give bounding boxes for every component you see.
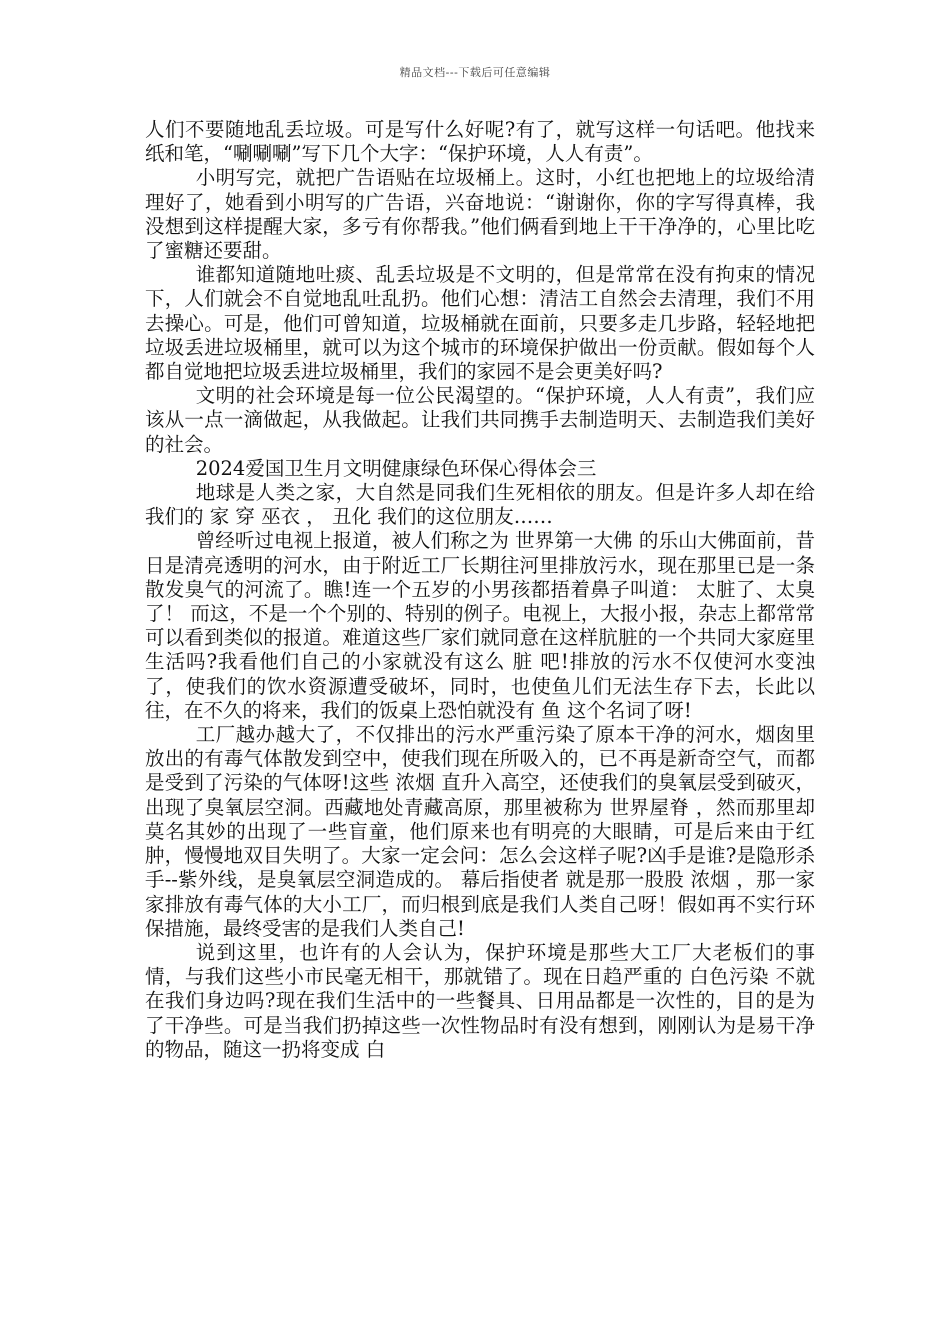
paragraph-continuation: 人们不要随地乱丢垃圾。可是写什么好呢?有了，就写这样一句话吧。他找来纸和笔，“唰唰唰”写下几个大字：“保护环境，人人有责”。 <box>145 118 815 166</box>
paragraph: 文明的社会环境是每一位公民渴望的。“保护环境，人人有责”，我们应该从一点一滴做起，从我做起。让我们共同携手去制造明天、去制造我们美好的社会。 <box>145 384 815 456</box>
document-body <box>145 118 815 1062</box>
paragraph: 谁都知道随地吐痰、乱丢垃圾是不文明的，但是常常在没有拘束的情况下，人们就会不自觉地乱吐乱扔。他们心想：清洁工自然会去清理，我们不用去操心。可是，他们可曾知道，垃圾桶就在面前，只要多走几步路，轻轻地把垃圾丢进垃圾桶里，就可以为这个城市的环境保护做出一份贡献。假如每个人都自觉地把垃圾丢进垃圾桶里，我们的家园不是会更美好吗? <box>145 263 815 384</box>
paragraph: 小明写完，就把广告语贴在垃圾桶上。这时，小红也把地上的垃圾给清理好了，她看到小明写的广告语，兴奋地说：“谢谢你，你的字写得真棒，我没想到这样提醒大家，多亏有你帮我。”他们俩看到地上干干净净的，心里比吃了蜜糖还要甜。 <box>145 166 815 263</box>
paragraph: 说到这里，也许有的人会认为，保护环境是那些大工厂大老板们的事情，与我们这些小市民毫无相干，那就错了。现在日趋严重的 白色污染 不就在我们身边吗?现在我们生活中的一些餐具、日用品都是一次性的，目的是为了干净些。可是当我们扔掉这些一次性物品时有没有想到，刚刚认为是易干净的物品，随这一扔将变成 白 <box>145 940 815 1061</box>
page-header: 精品文档---下载后可任意编辑 <box>399 66 551 79</box>
paragraph: 工厂越办越大了，不仅排出的污水严重污染了原本干净的河水，烟囱里放出的有毒气体散发到空中，使我们现在所吸入的，已不再是新奇空气，而都是受到了污染的气体呀!这些 浓烟 直升入高空，还使我们的臭氧层受到破灭，出现了臭氧层空洞。西藏地处青藏高原，那里被称为 世界屋脊 ，然而那里却莫名其妙的出现了一些盲童，他们原来也有明亮的大眼睛，可是后来由于红肿，慢慢地双目失明了。大家一定会问：怎么会这样子呢?凶手是谁?是隐形杀手--紫外线，是臭氧层空洞造成的。 幕后指使者 就是那一股股 浓烟 ，那一家家排放有毒气体的大小工厂，而归根到底是我们人类自己呀！假如再不实行环保措施，最终受害的是我们人类自己! <box>145 723 815 940</box>
paragraph: 地球是人类之家，大自然是同我们生死相依的朋友。但是许多人却在给我们的 家 穿 巫衣 ， 丑化 我们的这位朋友…… <box>145 481 815 529</box>
section-title: 2024爱国卫生月文明健康绿色环保心得体会三 <box>195 456 597 480</box>
paragraph: 曾经听过电视上报道，被人们称之为 世界第一大佛 的乐山大佛面前，昔日是清亮透明的河水，由于附近工厂长期往河里排放污水，现在那里已是一条散发臭气的河流了。瞧!连一个五岁的小男孩都捂着鼻子叫道： 太脏了、太臭了！ 而这，不是一个个别的、特别的例子。电视上，大报小报，杂志上都常常可以看到类似的报道。难道这些厂家们就同意在这样肮脏的一个共同大家庭里生活吗?我看他们自己的小家就没有这么 脏 吧!排放的污水不仅使河水变浊了，使我们的饮水资源遭受破坏，同时，也使鱼儿们无法生存下去，长此以往，在不久的将来，我们的饭桌上恐怕就没有 鱼 这个名词了呀! <box>145 529 815 722</box>
